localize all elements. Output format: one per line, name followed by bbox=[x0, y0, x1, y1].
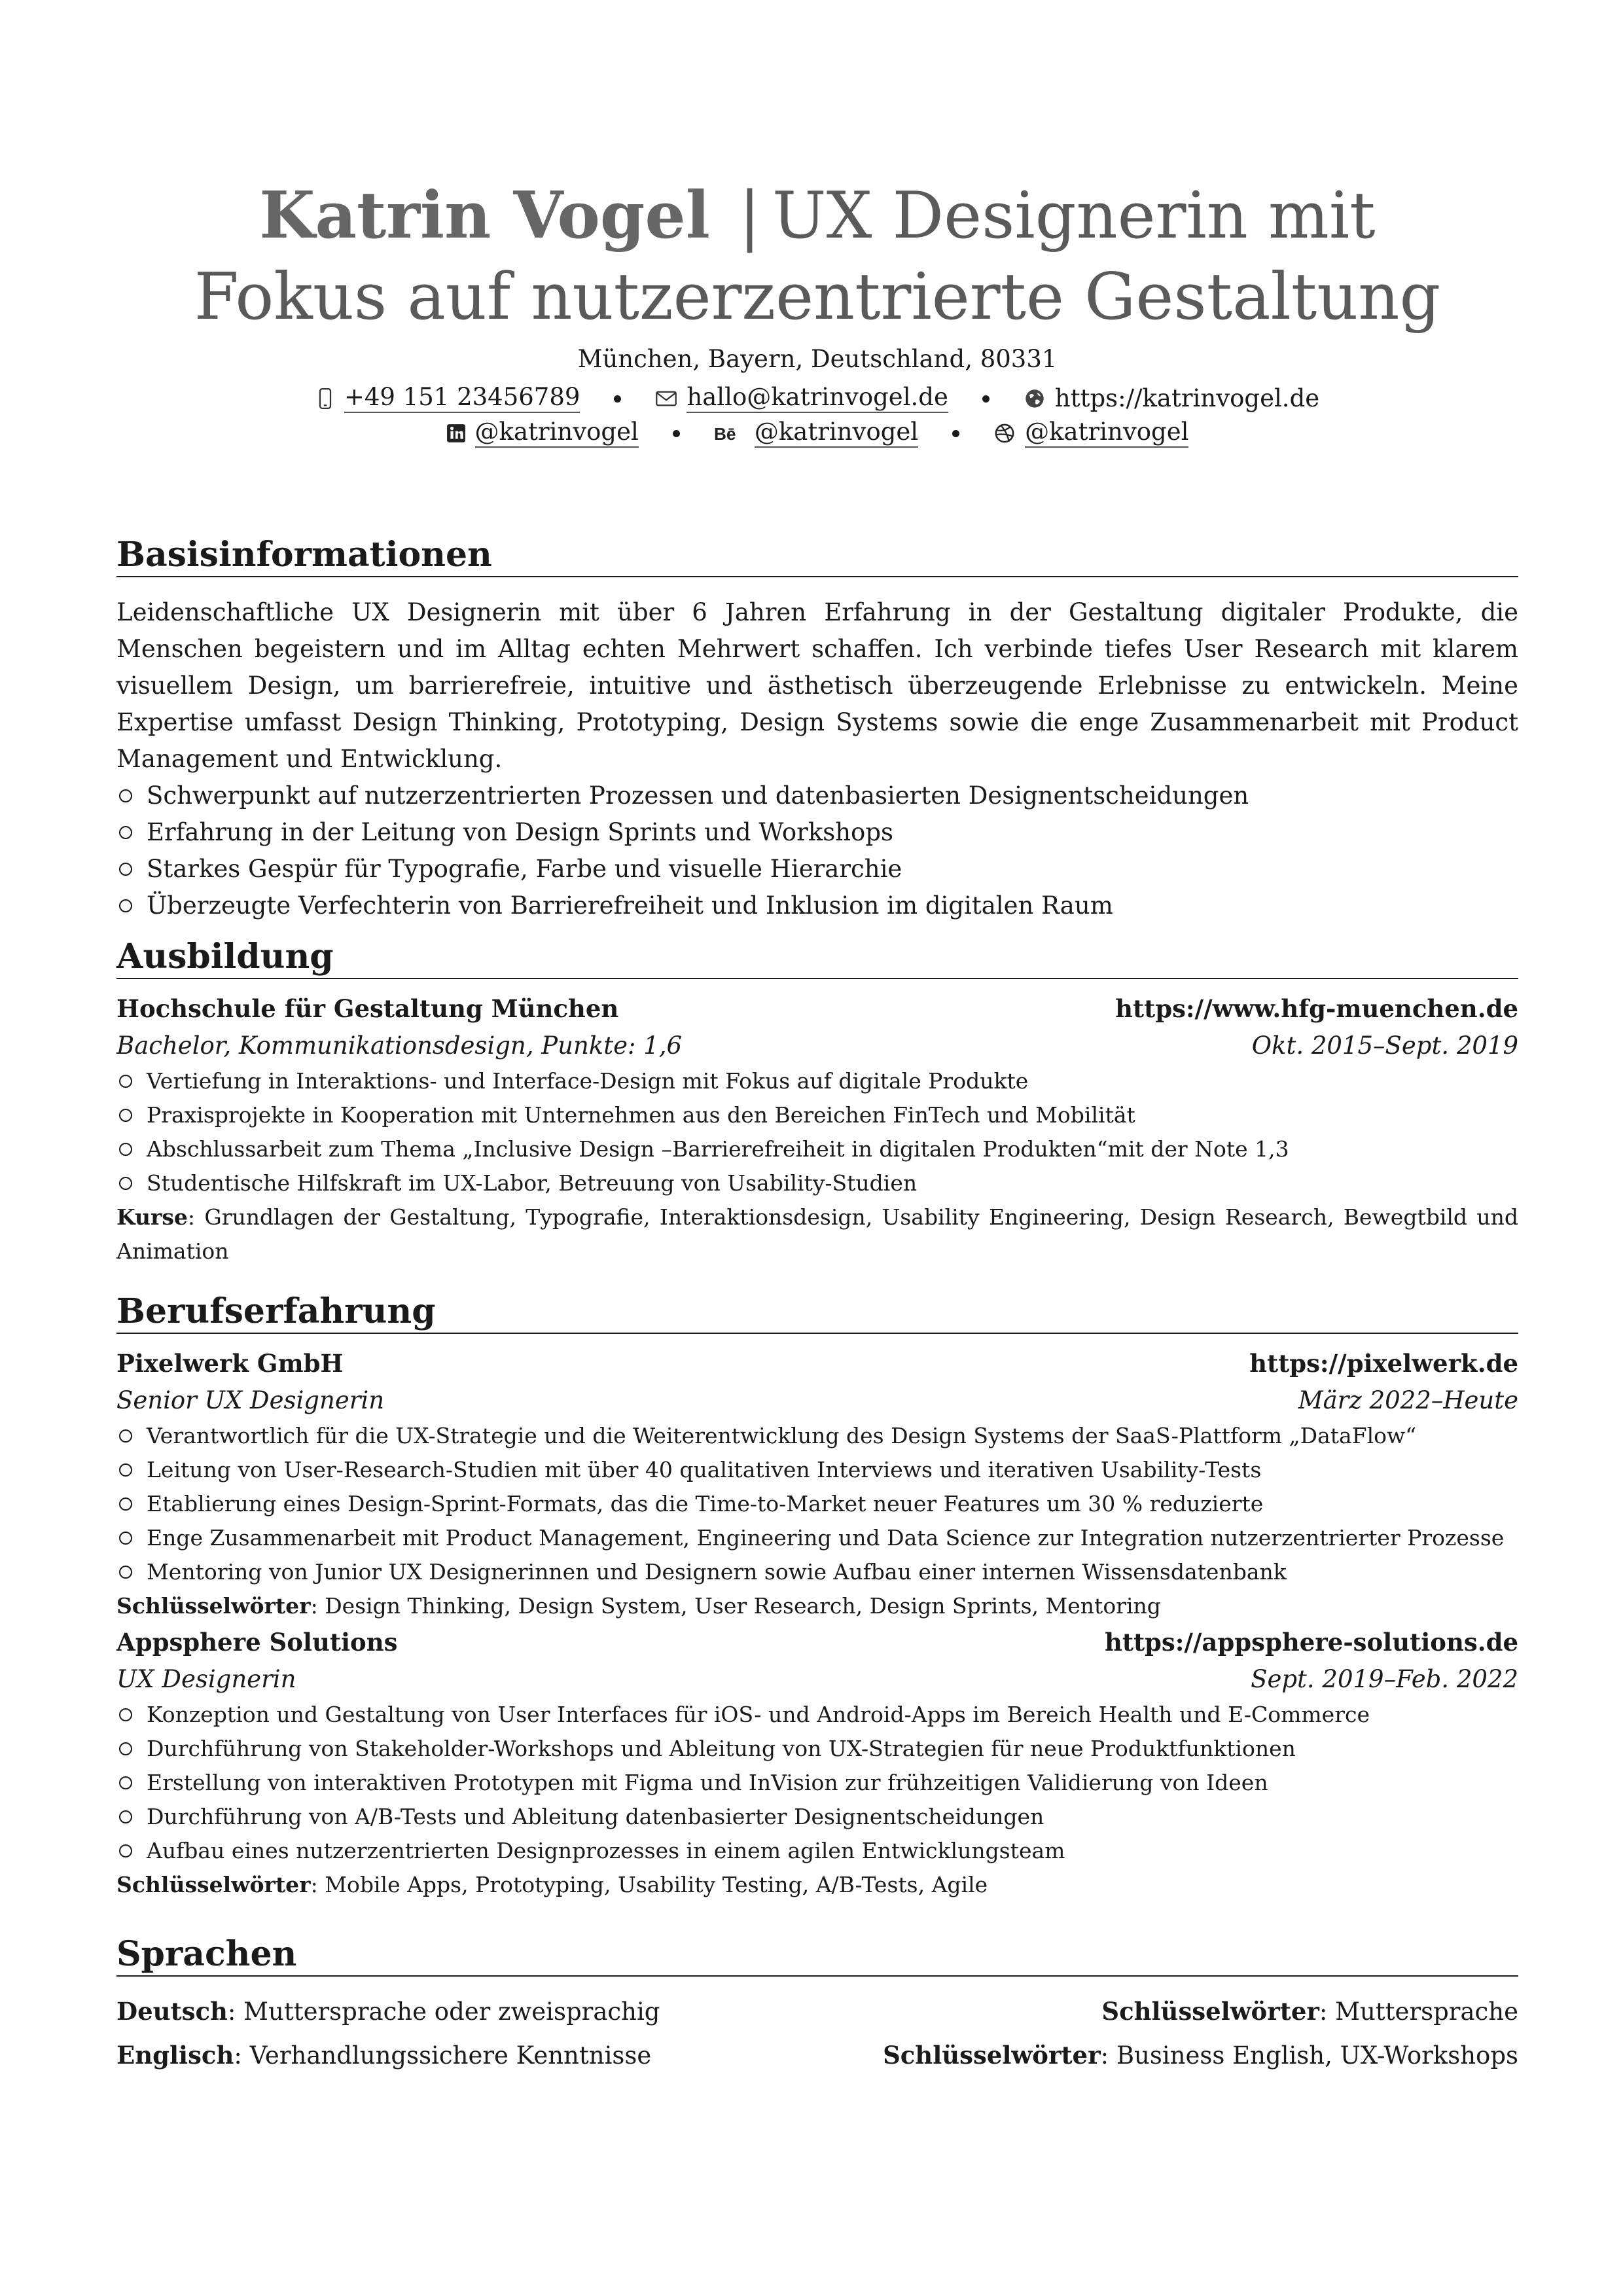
bullet-circle-icon bbox=[119, 1532, 132, 1545]
bullet-circle-icon bbox=[119, 1177, 132, 1190]
person-name: Katrin Vogel bbox=[259, 178, 710, 253]
resume-header bbox=[116, 175, 1518, 448]
language-level: Muttersprache oder zweisprachig bbox=[243, 1998, 660, 2026]
list-item: Abschlussarbeit zum Thema „Inclusive Design –Barrierefreiheit in digitalen Produkten“mit der Note 1,3 bbox=[116, 1132, 1518, 1166]
list-item: Leitung von User-Research-Studien mit über 40 qualitativen Interviews und iterativen Usability-Tests bbox=[116, 1453, 1518, 1487]
company-url[interactable]: https://pixelwerk.de bbox=[1249, 1349, 1518, 1378]
company-name: Pixelwerk GmbH bbox=[116, 1349, 344, 1378]
language-row: Englisch: Verhandlungssichere Kenntnisse Schlüsselwörter: Business English, UX-Workshops bbox=[116, 2041, 1518, 2070]
language-keywords: Muttersprache bbox=[1335, 1998, 1518, 2026]
linkedin-contact[interactable] bbox=[446, 419, 639, 448]
section-basis bbox=[116, 534, 1518, 924]
bullet-circle-icon bbox=[119, 1109, 132, 1122]
company-url[interactable]: https://appsphere-solutions.de bbox=[1104, 1628, 1518, 1657]
list-item: Verantwortlich für die UX-Strategie und die Weiterentwicklung des Design Systems der SaaS-Plattform „DataFlow“ bbox=[116, 1419, 1518, 1453]
phone-contact[interactable] bbox=[315, 384, 580, 413]
bullet-circle-icon bbox=[119, 1742, 132, 1755]
separator-dot bbox=[673, 430, 680, 437]
separator-dot bbox=[982, 395, 990, 403]
section-languages bbox=[116, 1933, 1518, 2077]
email-link[interactable]: hallo@katrinvogel.de bbox=[687, 384, 948, 413]
separator-dot bbox=[952, 430, 959, 437]
email-contact[interactable] bbox=[655, 384, 948, 413]
contact-line-1 bbox=[116, 378, 1518, 419]
language-keywords: Business English, UX-Workshops bbox=[1116, 2041, 1518, 2070]
website-link[interactable]: https://katrinvogel.de bbox=[1054, 384, 1320, 412]
job-entry bbox=[116, 1344, 1518, 1623]
courses-text: Grundlagen der Gestaltung, Typografie, Interaktionsdesign, Usability Engineering, Design Research, Bewegtbild und Animation bbox=[116, 1204, 1518, 1264]
behance-contact[interactable] bbox=[714, 419, 918, 448]
bullet-circle-icon bbox=[119, 1143, 132, 1156]
job-role: UX Designerin bbox=[116, 1665, 296, 1693]
bullet-circle-icon bbox=[119, 1498, 132, 1511]
address: München, Bayern, Deutschland, 80331 bbox=[577, 345, 1058, 373]
language-name: Englisch bbox=[116, 2041, 234, 2070]
globe-icon bbox=[1024, 388, 1046, 409]
dribbble-link[interactable]: @katrinvogel bbox=[1025, 419, 1188, 448]
phone-icon bbox=[315, 388, 335, 409]
bullet-circle-icon bbox=[119, 1776, 132, 1789]
courses: Kurse: Grundlagen der Gestaltung, Typografie, Interaktionsdesign, Usability Engineering, Design Research, Bewegtbild und Animation bbox=[116, 1204, 1518, 1264]
contact-line-2 bbox=[116, 419, 1518, 448]
list-item: Durchführung von Stakeholder-Workshops und Ableitung von UX-Strategien für neue Produktfunktionen bbox=[116, 1732, 1518, 1766]
behance-icon bbox=[714, 423, 745, 444]
job-keywords: Schlüsselwörter: Design Thinking, Design System, User Research, Design Sprints, Mentoring bbox=[116, 1593, 1161, 1619]
job-entry bbox=[116, 1623, 1518, 1902]
education-dates: Okt. 2015–Sept. 2019 bbox=[1251, 1031, 1518, 1060]
list-item: Starkes Gespür für Typografie, Farbe und visuelle Hierarchie bbox=[116, 851, 1518, 888]
mail-icon bbox=[655, 388, 677, 409]
bullet-circle-icon bbox=[119, 1708, 132, 1721]
linkedin-link[interactable]: @katrinvogel bbox=[475, 419, 639, 448]
list-item: Erfahrung in der Leitung von Design Sprints und Workshops bbox=[116, 814, 1518, 851]
list-item: Vertiefung in Interaktions- und Interface-Design mit Fokus auf digitale Produkte bbox=[116, 1064, 1518, 1098]
page-title bbox=[116, 175, 1518, 257]
list-item: Mentoring von Junior UX Designerinnen und Designern sowie Aufbau einer internen Wissensdatenbank bbox=[116, 1555, 1518, 1589]
behance-link[interactable]: @katrinvogel bbox=[755, 419, 918, 448]
summary-paragraph: Leidenschaftliche UX Designerin mit über 6 Jahren Erfahrung in der Gestaltung digitaler Produkte, die Menschen begeistern und im Alltag echten Mehrwert schaffen. Ich verbinde tiefes User Research mit klarem visuellem Design, um barrierefreie, intuitive und ästhetisch überzeugende Erlebnisse zu entwickeln. Meine Expertise umfasst Design Thinking, Prototyping, Design Systems sowie die enge Zusammenarbeit mit Product Management und Entwicklung. bbox=[116, 598, 1518, 773]
list-item: Schwerpunkt auf nutzerzentrierten Prozessen und datenbasierten Designentscheidungen bbox=[116, 778, 1518, 814]
separator-dot bbox=[614, 395, 621, 403]
bullet-circle-icon bbox=[119, 863, 132, 876]
title-separator: | bbox=[738, 179, 761, 253]
bullet-circle-icon bbox=[119, 1429, 132, 1443]
linkedin-icon bbox=[446, 423, 466, 444]
bullet-circle-icon bbox=[119, 1463, 132, 1477]
list-item: Praxisprojekte in Kooperation mit Unternehmen aus den Bereichen FinTech und Mobilität bbox=[116, 1098, 1518, 1132]
section-title-education: Ausbildung bbox=[116, 936, 1518, 979]
job-keywords: Schlüsselwörter: Mobile Apps, Prototyping, Usability Testing, A/B-Tests, Agile bbox=[116, 1872, 988, 1897]
language-name: Deutsch bbox=[116, 1997, 228, 2026]
section-title-experience: Berufserfahrung bbox=[116, 1291, 1518, 1334]
job-role: Senior UX Designerin bbox=[116, 1386, 385, 1414]
company-name: Appsphere Solutions bbox=[116, 1628, 398, 1657]
list-item: Erstellung von interaktiven Prototypen mit Figma und InVision zur frühzeitigen Validierung von Ideen bbox=[116, 1766, 1518, 1800]
bullet-circle-icon bbox=[119, 1075, 132, 1088]
language-row: Deutsch: Muttersprache oder zweisprachig Schlüsselwörter: Muttersprache bbox=[116, 1997, 1518, 2026]
courses-label: Kurse bbox=[116, 1204, 188, 1230]
list-item: Konzeption und Gestaltung von User Interfaces für iOS- und Android-Apps im Bereich Health und E-Commerce bbox=[116, 1698, 1518, 1732]
degree: Bachelor, Kommunikationsdesign, Punkte: 1,6 bbox=[116, 1031, 683, 1060]
dribbble-icon bbox=[993, 423, 1016, 444]
keywords-label: Schlüsselwörter bbox=[883, 2041, 1101, 2070]
phone-link[interactable]: +49 151 23456789 bbox=[344, 384, 580, 413]
bullet-circle-icon bbox=[119, 1810, 132, 1823]
website-contact[interactable] bbox=[1024, 378, 1319, 419]
bullet-circle-icon bbox=[119, 1844, 132, 1857]
bullet-circle-icon bbox=[119, 789, 132, 802]
list-item: Durchführung von A/B-Tests und Ableitung datenbasierter Designentscheidungen bbox=[116, 1800, 1518, 1834]
headline-line-2: Fokus auf nutzerzentrierte Gestaltung bbox=[194, 260, 1441, 334]
education-header-row bbox=[116, 990, 1518, 1028]
education-sub-row bbox=[116, 1028, 1518, 1064]
list-item: Enge Zusammenarbeit mit Product Management, Engineering und Data Science zur Integration nutzerzentrierter Prozesse bbox=[116, 1521, 1518, 1555]
job-dates: Sept. 2019–Feb. 2022 bbox=[1251, 1665, 1518, 1693]
job-dates: März 2022–Heute bbox=[1298, 1386, 1518, 1414]
school-name: Hochschule für Gestaltung München bbox=[116, 994, 619, 1023]
section-title-basis: Basisinformationen bbox=[116, 534, 1518, 577]
svg-text:Bē: Bē bbox=[713, 423, 736, 444]
language-level: Verhandlungssichere Kenntnisse bbox=[249, 2041, 652, 2070]
headline-line-1: UX Designerin mit bbox=[772, 179, 1376, 253]
list-item: Überzeugte Verfechterin von Barrierefreiheit und Inklusion im digitalen Raum bbox=[116, 888, 1518, 924]
keywords-label: Schlüsselwörter bbox=[116, 1872, 311, 1897]
school-url[interactable]: https://www.hfg-muenchen.de bbox=[1115, 994, 1518, 1023]
section-experience bbox=[116, 1291, 1518, 1902]
bullet-circle-icon bbox=[119, 826, 132, 839]
list-item: Studentische Hilfskraft im UX-Labor, Betreuung von Usability-Studien bbox=[116, 1166, 1518, 1200]
bullet-circle-icon bbox=[119, 1566, 132, 1579]
keywords-label: Schlüsselwörter bbox=[116, 1593, 311, 1619]
list-item: Etablierung eines Design-Sprint-Formats, das die Time-to-Market neuer Features um 30 % reduzierte bbox=[116, 1487, 1518, 1521]
list-item: Aufbau eines nutzerzentrierten Designprozesses in einem agilen Entwicklungsteam bbox=[116, 1834, 1518, 1868]
section-education bbox=[116, 936, 1518, 1268]
section-title-languages: Sprachen bbox=[116, 1933, 1518, 1977]
keywords-label: Schlüsselwörter bbox=[1101, 1997, 1319, 2026]
bullet-circle-icon bbox=[119, 899, 132, 912]
dribbble-contact[interactable] bbox=[993, 419, 1188, 448]
